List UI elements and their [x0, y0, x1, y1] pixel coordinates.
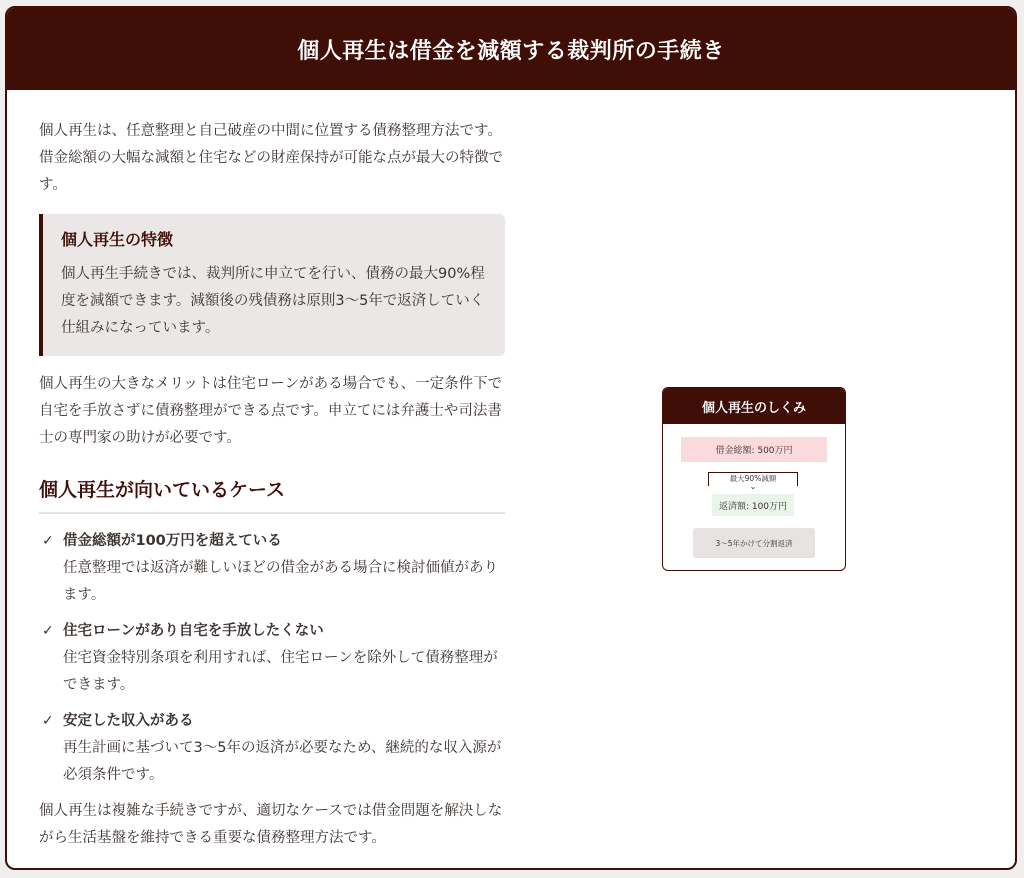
case-item	[39, 528, 505, 609]
diagram-body	[663, 424, 845, 570]
case-description: 任意整理では返済が難しいほどの借金がある場合に検討価値があります。	[63, 560, 498, 603]
chevron-down-icon: ⌄	[749, 482, 757, 491]
debt-total-box: 借金総額: 500万円	[681, 437, 827, 462]
case-item	[39, 708, 505, 789]
check-icon: ✓	[42, 533, 54, 549]
feature-text: 個人再生手続きでは、裁判所に申立てを行い、債務の最大90%程度を減額できます。減額後の残債務は原則3〜5年で返済していく仕組みになっています。	[61, 266, 485, 336]
intro-paragraph: 個人再生は、任意整理と自己破産の中間に位置する債務整理方法です。借金総額の大幅な減額と住宅などの財産保持が可能な点が最大の特徴です。	[39, 123, 503, 193]
mechanism-diagram	[662, 387, 846, 571]
content-card	[5, 6, 1017, 870]
diagram-title: 個人再生のしくみ	[663, 388, 845, 424]
case-description: 再生計画に基づいて3〜5年の返済が必要なため、継続的な収入源が必須条件です。	[63, 740, 502, 783]
cases-list	[39, 528, 505, 789]
feature-title: 個人再生の特徴	[61, 230, 174, 249]
case-title: 借金総額が100万円を超えている	[63, 533, 282, 549]
check-icon: ✓	[42, 623, 54, 639]
merit-paragraph: 個人再生の大きなメリットは住宅ローンがある場合でも、一定条件下で自宅を手放さずに債務整理ができる点です。申立てには弁護士や司法書士の専門家の助けが必要です。	[39, 376, 503, 446]
cases-heading: 個人再生が向いているケース	[39, 476, 505, 514]
page-title: 個人再生は借金を減額する裁判所の手続き	[7, 8, 1015, 90]
case-title: 住宅ローンがあり自宅を手放したくない	[63, 623, 324, 639]
closing-paragraph: 個人再生は複雑な手続きですが、適切なケースでは借金問題を解決しながら生活基盤を維持できる重要な債務整理方法です。	[39, 803, 503, 846]
check-icon: ✓	[42, 713, 54, 729]
feature-callout	[39, 214, 505, 356]
case-description: 住宅資金特別条項を利用すれば、住宅ローンを除外して債務整理ができます。	[63, 650, 498, 693]
installment-box: 3〜5年かけて分割返済	[693, 528, 815, 558]
repayment-box: 返済額: 100万円	[712, 494, 794, 516]
article-body	[39, 118, 505, 852]
reduction-label: 最大90%減額	[729, 474, 777, 483]
case-title: 安定した収入がある	[63, 713, 194, 729]
case-item	[39, 618, 505, 699]
